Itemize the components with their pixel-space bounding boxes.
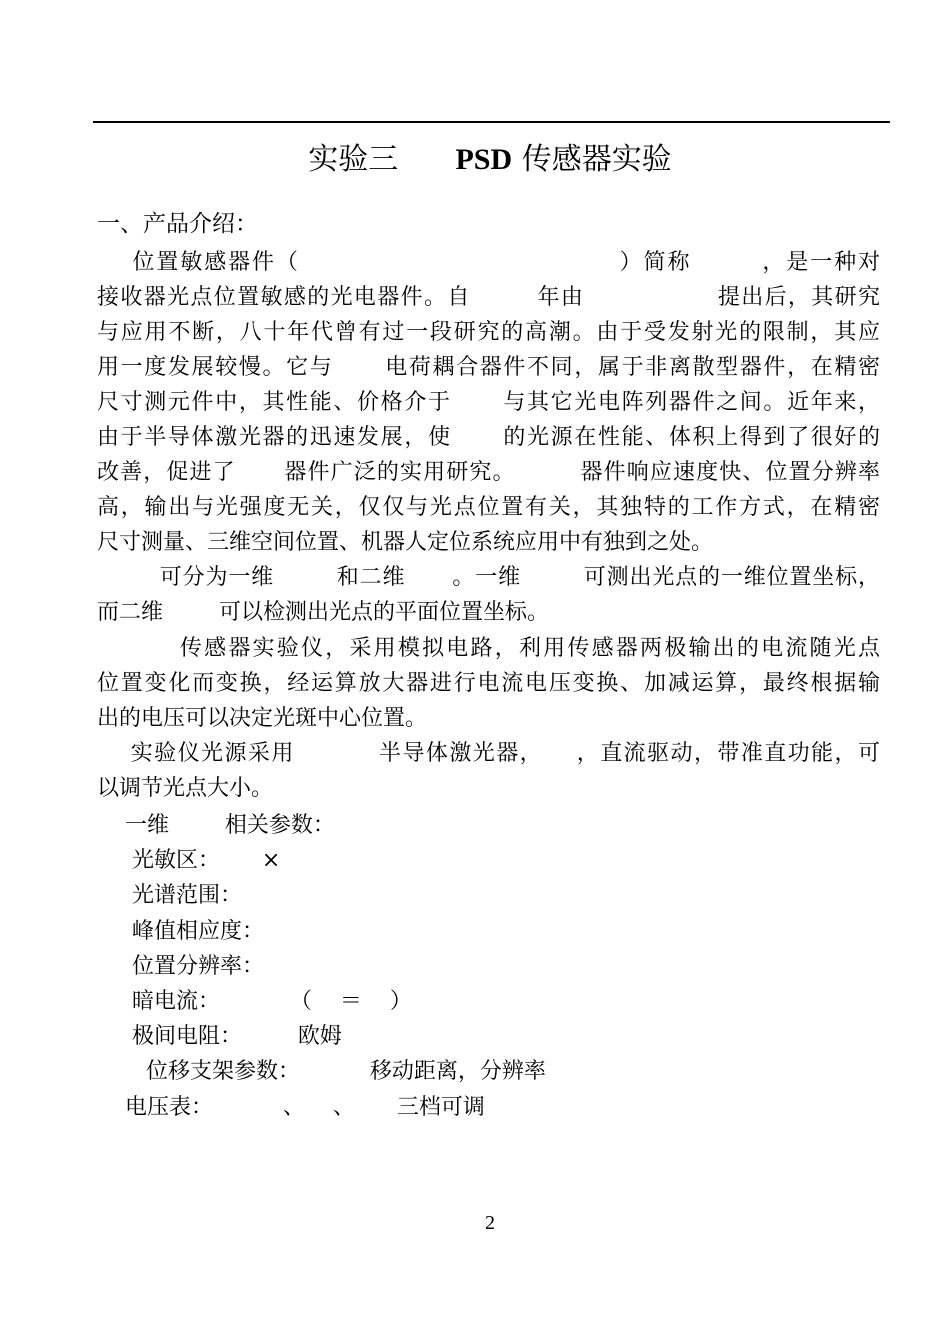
param-item: 位置分辨率： [97, 954, 264, 979]
paragraph-line: 以调节光点大小。 [97, 776, 274, 801]
voltmeter: 电压表： 、 、 三档可调 [97, 1095, 485, 1120]
paragraph-line: 而二维 可以检测出光点的平面位置坐标。 [97, 600, 549, 625]
paragraph-line: 改善，促进了 器件广泛的实用研究。 器件响应速度快、位置分辨率 [97, 460, 880, 485]
param-item: 光谱范围： [97, 883, 242, 908]
paragraph-line: 尺寸测元件中，其性能、价格介于 与其它光电阵列器件之间。近年来， [97, 390, 880, 415]
paragraph-line: 出的电压可以决定光斑中心位置。 [97, 706, 428, 731]
paragraph-line: 传感器实验仪，采用模拟电路，利用传感器两极输出的电流随光点 [97, 636, 880, 661]
param-item: 峰值相应度： [97, 919, 264, 944]
page-title [0, 140, 950, 180]
title-prefix: 实验三 [308, 142, 399, 177]
paragraph-line: 高，输出与光强度无关，仅仅与光点位置有关，其独特的工作方式，在精密 [97, 495, 880, 520]
param-item: 极间电阻： 欧姆 [97, 1024, 342, 1049]
paragraph-line: 位置变化而变换，经运算放大器进行电流电压变换、加减运算，最终根据输 [97, 671, 880, 696]
paragraph-line: 接收器光点位置敏感的光电器件。自 年由 提出后，其研究 [97, 285, 880, 310]
params-title: 一维 相关参数： [97, 813, 335, 838]
param-item: 光敏区： × [97, 848, 281, 873]
stage-params: 位移支架参数： 移动距离，分辨率 [97, 1059, 546, 1084]
paragraph-line: 尺寸测量、三维空间位置、机器人定位系统应用中有独到之处。 [97, 530, 714, 555]
paragraph-line: 位置敏感器件（ ）简称 ，是一种对 [97, 250, 880, 275]
paragraph-line: 与应用不断，八十年代曾有过一段研究的高潮。由于受发射光的限制，其应 [97, 320, 880, 345]
page-number: 2 [485, 1212, 495, 1234]
paragraph-line: 实验仪光源采用 半导体激光器， ，直流驱动，带准直功能，可 [97, 741, 880, 766]
paragraph-line: 可分为一维 和二维 。一维 可测出光点的一维位置坐标， [97, 565, 880, 590]
paragraph-line: 由于半导体激光器的迅速发展，使 的光源在性能、体积上得到了很好的 [97, 425, 880, 450]
header-rule [93, 121, 890, 123]
paragraph-line: 用一度发展较慢。它与 电荷耦合器件不同，属于非离散型器件，在精密 [97, 355, 880, 380]
title-suffix: 传感器实验 [521, 142, 672, 177]
param-item: 暗电流： （ ＝ ） [97, 989, 412, 1014]
title-bold: PSD [455, 143, 513, 176]
section-heading: 一、产品介绍： [97, 211, 258, 237]
